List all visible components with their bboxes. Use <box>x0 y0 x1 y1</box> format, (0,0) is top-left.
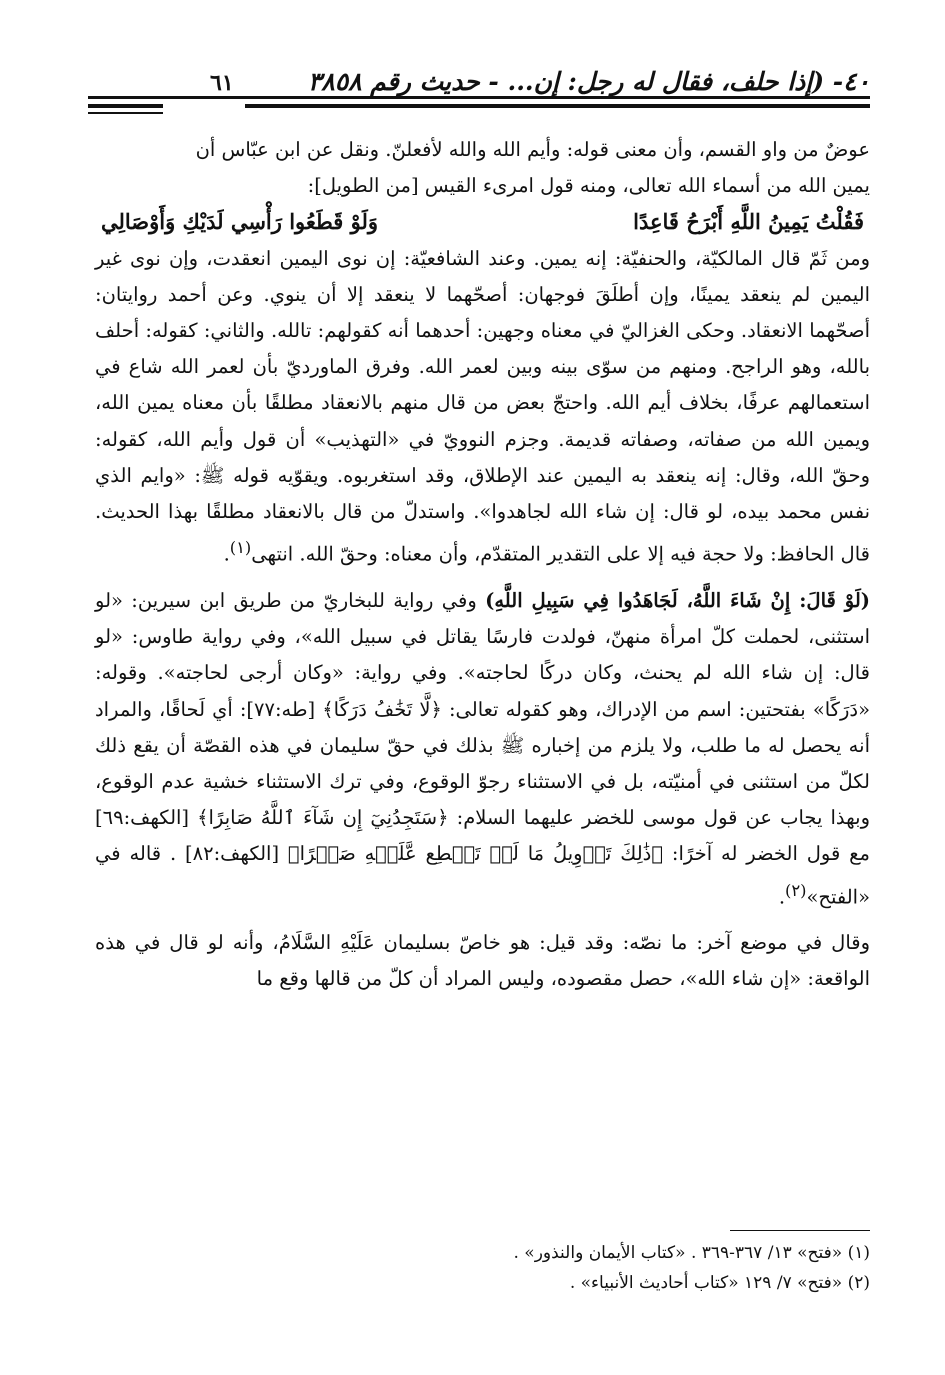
paragraph-3-text: وفي رواية للبخاريّ من طريق ابن سيرين: «لو استثنى، لحملت كلّ امرأة منهنّ، فولدت فارسًا يقاتل في سبيل الله»، وفي رواية طاوس: «لو قال: إن شاء الله لم يحنث، وكان دركًا لحاجته». وفي رواية: «وكان أرجى لحاجته». وقوله: «دَرَكًا» بفتحتين: اسم من الإدراك، وهو كقوله تعالى: ﴿لَّا تَخَٰفُ دَرَكًا﴾ [طه:٧٧]: أي لَحاقًا، والمراد أنه يحصل له ما طلب، ولا يلزم من إخباره ﷺ بذلك في حقّ سليمان في هذه القصّة أن يقع ذلك لكلّ من استثنى في أمنيّته، بل في الاستثناء رجوّ الوقوع، وفي ترك الاستثناء خشية عدم الوقوع، وبهذا يجاب عن قول موسى للخضر عليهما السلام: ﴿سَتَجِدُنِيٓ إِن شَآءَ ٱللَّهُ صَابِرًا﴾ [الكهف:٦٩] مع قول الخضر له آخرًا: ﴿ذَٰلِكَ تَأۡوِيلُ مَا لَمۡ تَسۡطِع عَّلَيۡهِ صَبۡرًا﴾ [الكهف:٨٢] . قاله في «الفتح» <box>95 588 871 909</box>
footnote-separator <box>730 1230 870 1231</box>
main-text <box>95 132 870 998</box>
footnote-1: (١) «فتح» ١٣/ ٣٦٧-٣٦٩ . «كتاب الأيمان والنذور» . <box>513 1243 870 1263</box>
verse-first-hemistich: فَقُلْتُ يَمِينُ اللَّهِ أَبْرَحُ قَاعِدًا <box>633 209 864 235</box>
verse-second-hemistich: وَلَوْ قَطَعُوا رَأْسِي لَدَيْكِ وَأَوْصَالِي <box>101 209 378 235</box>
header-title: ٤٠- (إذا حلف، فقال له رجل: إن... - حديث رقم ٣٨٥٨ <box>307 67 870 96</box>
hadith-lemma: (لَوْ قَالَ: إِنْ شَاءَ اللَّهُ، لَجَاهَدُوا فِي سَبِيلِ اللَّهِ) <box>485 588 871 612</box>
paragraph-gap <box>95 915 870 925</box>
paragraph-1-line-2: يمين الله من أسماء الله تعالى، ومنه قول امرىء القيس [من الطويل]: <box>307 174 870 198</box>
footnotes <box>95 1238 870 1298</box>
paragraph-4: وقال في موضع آخر: ما نصّه: وقد قيل: هو خاصّ بسليمان عَلَيْهِ السَّلَامُ، وأنه لو قال في هذه الواقعة: «إن شاء الله»، حصل مقصوده، وليس المراد أن كلّ من قالها وقع ما <box>95 931 870 991</box>
footnote-ref-1[interactable]: (١) <box>229 538 252 558</box>
footnote-ref-2[interactable]: (٢) <box>785 880 807 900</box>
paragraph-gap <box>95 573 870 583</box>
header-rule-thick-right <box>245 104 870 108</box>
paragraph-2: ومن ثَمّ قال المالكيّة، والحنفيّة: إنه يمين. وعند الشافعيّة: إن نوى اليمين انعقدت، وإن نوى غير اليمين لم ينعقد يمينًا، وإن أطلَقَ فوجهان: أصحّهما لا ينعقد إلا أن ينوي. وعن أحمد روايتان: أصحّهما الانعقاد. وحكى الغزاليّ في معناه وجهين: أحدهما أنه كقولهم: تالله. والثاني: كقوله: أحلف بالله، وهو الراجح. ومنهم من سوّى بينه وبين لعمر الله. وفرق الماورديّ بأن لعمر الله شاع في استعمالهم عرفًا، بخلاف أيم الله. واحتجّ بعض من قال منهم بالانعقاد مطلقًا بأن معناه يمين الله، ويمين الله من صفاته، وصفاته قديمة. وجزم النوويّ في «التهذيب» أن قول وأيم الله، كقوله: وحقّ الله، وقال: إنه ينعقد به اليمين عند الإطلاق، وقد استغربوه. ويقوّيه قوله ﷺ: «وايم الذي نفس محمد بيده، لو قال: إن شاء الله لجاهدوا». واستدلّ من قال بالانعقاد مطلقًا بهذا الحديث. قال الحافظ: ولا حجة فيه إلا على التقدير المتقدّم، وأن معناه: وحقّ الله. انتهى$^{(١)}$. <box>95 246 870 566</box>
paragraph-1-line-1: عوضٌ من واو القسم، وأن معنى قوله: وأيم الله والله لأفعلنّ. ونقل عن ابن عبّاس أن <box>195 138 870 161</box>
paragraph-3: (لَوْ قَالَ: إِنْ شَاءَ اللَّهُ، لَجَاهَدُوا فِي سَبِيلِ اللَّهِ) وفي رواية للبخاريّ من طريق ابن سيرين: «لو استثنى، لحملت كلّ امرأة منهنّ، فولدت فارسًا يقاتل في سبيل الله»، وفي رواية طاوس: «لو قال: إن شاء الله لم يحنث، وكان دركًا لحاجته». وفي رواية: «وكان أرجى لحاجته». وقوله: «دَرَكًا» بفتحتين: اسم من الإدراك، وهو كقوله تعالى: ﴿لَّا تَخَٰفُ دَرَكًا﴾ [طه:٧٧]: أي لَحاقًا، والمراد أنه يحصل له ما طلب، ولا يلزم من إخباره ﷺ بذلك في حقّ سليمان في هذه القصّة أن يقع ذلك لكلّ من استثنى في أمنيّته، بل في الاستثناء رجوّ الوقوع، وفي ترك الاستثناء خشية عدم الوقوع، وبهذا يجاب عن قول موسى للخضر عليهما السلام: ﴿سَتَجِدُنِيٓ إِن شَآءَ ٱللَّهُ صَابِرًا﴾ [الكهف:٦٩] مع قول الخضر له آخرًا: ﴿ذَٰلِكَ تَأۡوِيلُ مَا لَمۡ تَسۡطِع عَّلَيۡهِ صَبۡرًا﴾ [الكهف:٨٢] . قاله في «الفتح»$^{(٢)}$. <box>95 588 871 909</box>
page-number: ٦١ <box>210 70 234 96</box>
poetry-verse <box>95 204 870 240</box>
header-rule-top <box>88 96 870 99</box>
paragraph-2-text: ومن ثَمّ قال المالكيّة، والحنفيّة: إنه يمين. وعند الشافعيّة: إن نوى اليمين انعقدت، وإن نوى غير اليمين لم ينعقد يمينًا، وإن أطلَقَ فوجهان: أصحّهما لا ينعقد إلا أن ينوي. وعن أحمد روايتان: أصحّهما الانعقاد. وحكى الغزاليّ في معناه وجهين: أحدهما أنه كقولهم: تالله. والثاني: كقوله: أحلف بالله، وهو الراجح. ومنهم من سوّى بينه وبين لعمر الله. وفرق الماورديّ بأن لعمر الله شاع في استعمالهم عرفًا، بخلاف أيم الله. واحتجّ بعض من قال منهم بالانعقاد مطلقًا بأن معناه يمين الله، ويمين الله من صفاته، وصفاته قديمة. وجزم النوويّ في «التهذيب» أن قول وأيم الله، كقوله: وحقّ الله، وقال: إنه ينعقد به اليمين عند الإطلاق، وقد استغربوه. ويقوّيه قوله ﷺ: «وايم الذي نفس محمد بيده، لو قال: إن شاء الله لجاهدوا». واستدلّ من قال بالانعقاد مطلقًا بهذا الحديث. قال الحافظ: ولا حجة فيه إلا على التقدير المتقدّم، وأن معناه: وحقّ الله. انتهى <box>95 246 870 566</box>
header-rule-bottom-left <box>88 112 163 114</box>
header-rule-thick-left <box>88 104 163 108</box>
footnote-2: (٢) «فتح» ٧/ ١٢٩ «كتاب أحاديث الأنبياء» . <box>569 1273 870 1293</box>
running-header <box>90 50 870 96</box>
